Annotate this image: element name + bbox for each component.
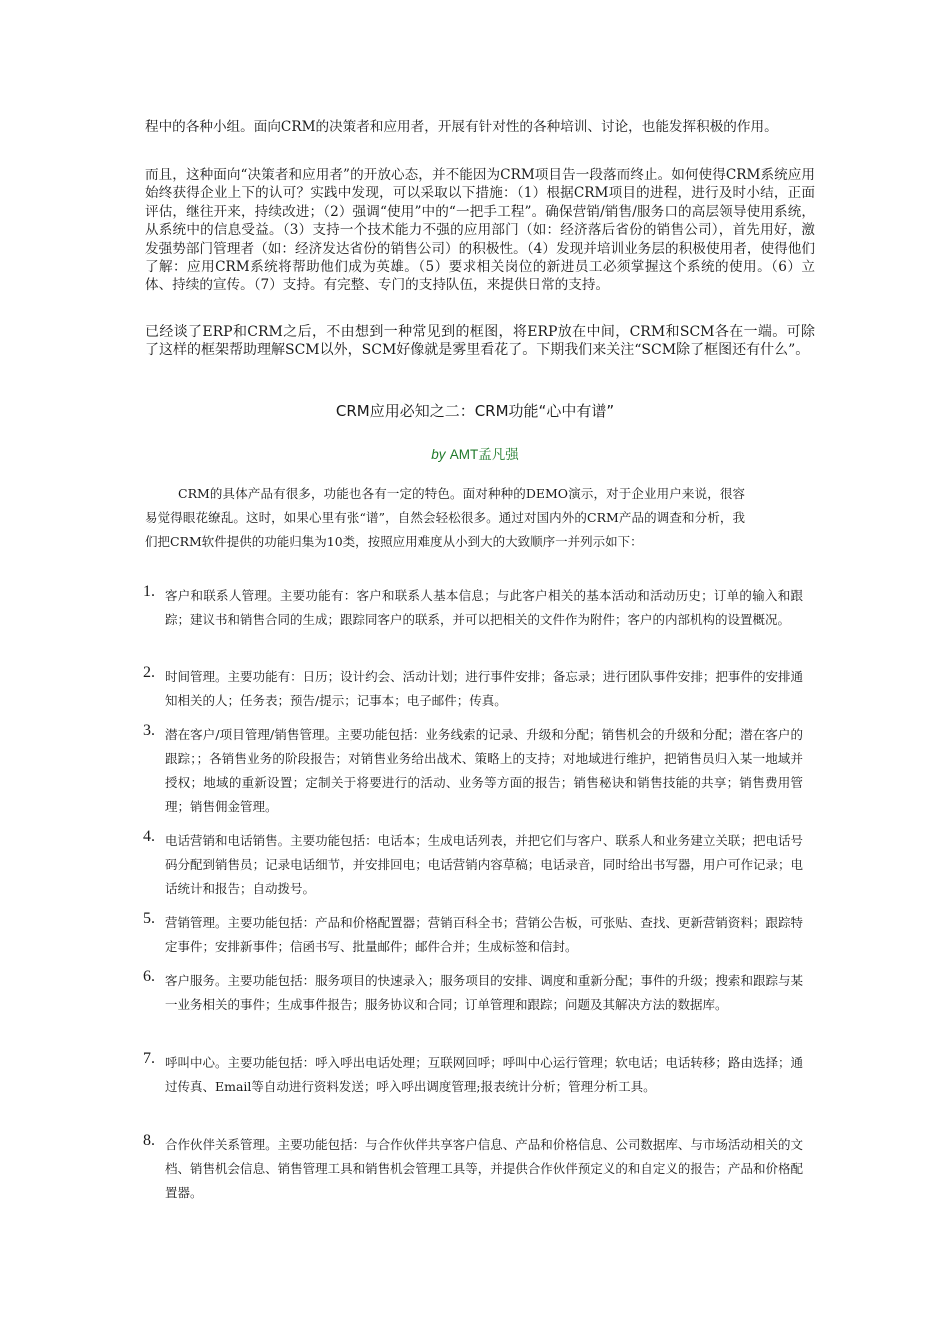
list-item [143,829,803,901]
list-item-text: 潜在客户/项目管理/销售管理。主要功能包括：业务线索的记录、升级和分配；销售机会的升级和分配；潜在客户的跟踪；；各销售业务的阶段报告；对销售业务给出战术、策略上的支持；对地域进行维护，把销售员归入某一地域并授权；地域的重新设置；定制关于将要进行的活动、业务等方面的报告；销售秘诀和销售技能的共享；销售费用管理；销售佣金管理。 [165,727,803,814]
list-item [143,1133,803,1205]
list-item-text: 呼叫中心。主要功能包括：呼入呼出电话处理；互联网回呼；呼叫中心运行管理；软电话；电话转移；路由选择；通过传真、Email等自动进行资料发送；呼入呼出调度管理;报表统计分析；管理分析工具。 [165,1055,803,1094]
list-item-text: 客户服务。主要功能包括：服务项目的快速录入；服务项目的安排、调度和重新分配；事件的升级；搜索和跟踪与某一业务相关的事件；生成事件报告；服务协议和合同；订单管理和跟踪；问题及其解决方法的数据库。 [165,973,803,1012]
byline-author: 孟凡强 [478,447,519,463]
list-item-text: 合作伙伴关系管理。主要功能包括：与合作伙伴共享客户信息、产品和价格信息、公司数据库、与市场活动相关的文档、销售机会信息、销售管理工具和销售机会管理工具等，并提供合作伙伴预定义的和自定义的报告；产品和价格配置器。 [165,1137,803,1200]
list-item-number: 1. [143,583,155,600]
article-title: CRM应用必知之二：CRM功能“心中有谱” [335,402,615,420]
byline-org: AMT [449,447,479,462]
list-item-number: 3. [143,722,155,739]
paragraph-scm-preview: 已经谈了ERP和CRM之后，不由想到一种常见到的框图，将ERP放在中间，CRM和SCM各在一端。可除了这样的框架帮助理解SCM以外，SCM好像就是雾里看花了。下期我们来关注“SCM除了框图还有什么”。 [145,324,815,359]
list-item [143,911,803,959]
list-item-text: 客户和联系人管理。主要功能有：客户和联系人基本信息；与此客户相关的基本活动和活动历史；订单的输入和跟踪；建议书和销售合同的生成；跟踪同客户的联系，并可以把相关的文件作为附件；客户的内部机构的设置概况。 [165,588,803,627]
list-item [143,1051,803,1099]
list-item-text: 电话营销和电话销售。主要功能包括：电话本；生成电话列表，并把它们与客户、联系人和业务建立关联；把电话号码分配到销售员；记录电话细节，并安排回电；电话营销内容草稿；电话录音，同时给出书写器，用户可作记录；电话统计和报告；自动拨号。 [165,833,803,896]
list-item [143,969,803,1017]
list-item-number: 6. [143,968,155,985]
paragraph-training: 程中的各种小组。面向CRM的决策者和应用者，开展有针对性的各种培训、讨论，也能发挥积极的作用。 [145,119,778,135]
list-item-number: 7. [143,1050,155,1067]
list-item-number: 5. [143,910,155,927]
article-intro: CRM的具体产品有很多，功能也各有一定的特色。面对种种的DEMO演示，对于企业用户来说，很容易觉得眼花缭乱。这时，如果心里有张“谱”，自然会轻松很多。通过对国内外的CRM产品的调查和分析，我们把CRM软件提供的功能归集为10类，按照应用难度从小到大的大致顺序一并列示如下： [145,486,745,549]
list-item [143,723,803,819]
paragraph-measures: 而且，这种面向“决策者和应用者”的开放心态，并不能因为CRM项目告一段落而终止。如何使得CRM系统应用始终获得企业上下的认可？实践中发现，可以采取以下措施：（1）根据CRM项目的进程，进行及时小结，正面评估，继往开来，持续改进；（2）强调“使用”中的“一把手工程”。确保营销/销售/服务口的高层领导使用系统，从系统中的信息受益。（3）支持一个技术能力不强的应用部门（如：经济落后省份的销售公司），首先用好，激发强势部门管理者（如：经济发达省份的销售公司）的积极性。（4）发现并培训业务层的积极使用者，使得他们了解：应用CRM系统将帮助他们成为英雄。（5）要求相关岗位的新进员工必须掌握这个系统的使用。（6）立体、持续的宣传。（7）支持。有完整、专门的支持队伍，来提供日常的支持。 [145,167,815,294]
list-item-number: 4. [143,828,155,845]
list-item-number: 8. [143,1132,155,1149]
list-item [143,665,803,713]
list-item-text: 时间管理。主要功能有：日历；设计约会、活动计划；进行事件安排；备忘录；进行团队事件安排；把事件的安排通知相关的人；任务表；预告/提示；记事本；电子邮件；传真。 [165,669,803,708]
list-item-number: 2. [143,664,155,681]
list-item [143,584,803,632]
byline-by: by [431,447,446,462]
list-item-text: 营销管理。主要功能包括：产品和价格配置器；营销百科全书；营销公告板，可张贴、查找、更新营销资料；跟踪特定事件；安排新事件；信函书写、批量邮件；邮件合并；生成标签和信封。 [165,915,803,954]
